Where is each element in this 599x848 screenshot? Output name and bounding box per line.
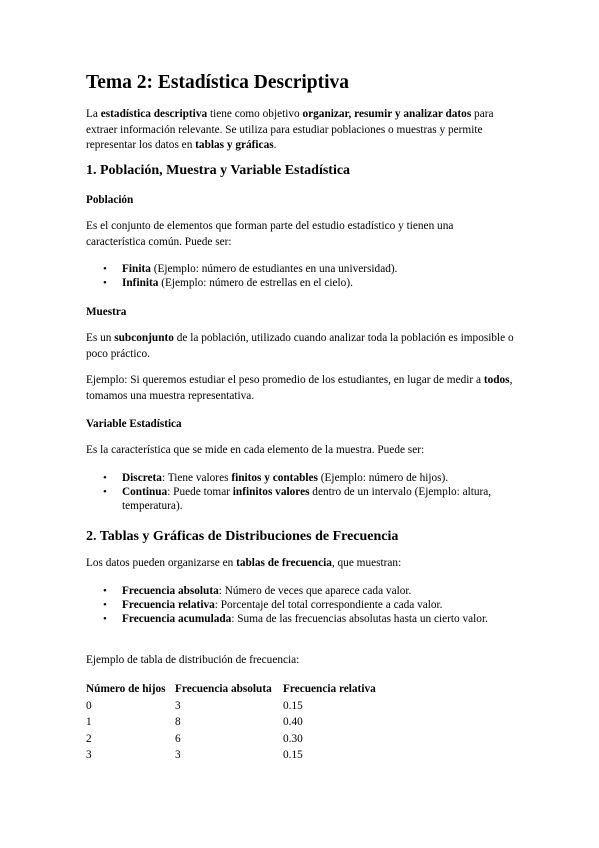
table-intro: Ejemplo de tabla de distribución de frecuencia:: [86, 654, 300, 666]
list-item: • Frecuencia acumulada: Suma de las frecuencias absolutas hasta un cierto valor.: [86, 613, 516, 627]
table-cell: 1: [86, 716, 92, 728]
section-2-heading: 2. Tablas y Gráficas de Distribuciones de Frecuencia: [86, 529, 399, 544]
table-cell: 0.30: [283, 732, 303, 745]
list-item: • Frecuencia relativa: Porcentaje del total correspondiente a cada valor.: [86, 599, 516, 613]
section-1-heading: 1. Población, Muestra y Variable Estadística: [86, 163, 351, 178]
muestra-heading: Muestra: [86, 306, 127, 318]
table-cell: 3: [86, 749, 92, 761]
table-cell: 0.15: [283, 749, 303, 761]
variable-heading: Variable Estadística: [86, 418, 182, 430]
frecuencia-list: [86, 585, 516, 626]
muestra-example-paragraph: Ejemplo: Si queremos estudiar el peso promedio de los estudiantes, en lugar de medir a todos, tomamos una muestra representativa.: [86, 374, 513, 402]
table-cell: 8: [175, 716, 181, 728]
table-cell: 0: [86, 699, 92, 712]
table-row: [86, 700, 383, 717]
frequency-table: [86, 683, 383, 766]
table-cell: 6: [175, 732, 181, 745]
document-title: Tema 2: Estadística Descriptiva: [86, 72, 350, 93]
muestra-paragraph: Es un subconjunto de la población, utilizado cuando analizar toda la población es imposible o poco práctico.: [86, 332, 514, 360]
table-cell: 0.15: [283, 699, 303, 712]
poblacion-paragraph: Es el conjunto de elementos que forman parte del estudio estadístico y tienen una característica común. Puede ser:: [86, 220, 454, 248]
table-row: [86, 716, 383, 733]
list-item: • Finita (Ejemplo: número de estudiantes en una universidad).: [86, 263, 516, 277]
table-cell: 3: [175, 749, 181, 761]
list-item: • Discreta: Tiene valores finitos y contables (Ejemplo: número de hijos).: [86, 472, 516, 486]
list-item: • Continua: Puede tomar infinitos valores dentro de un intervalo (Ejemplo: altura, temperatura).: [86, 486, 516, 514]
table-cell: 2: [86, 732, 92, 745]
variable-paragraph: Es la característica que se mide en cada elemento de la muestra. Puede ser:: [86, 444, 425, 456]
column-header: Frecuencia relativa: [283, 683, 376, 695]
table-header-row: [86, 683, 383, 700]
table-cell: 0.40: [283, 716, 303, 728]
list-item: • Frecuencia absoluta: Número de veces que aparece cada valor.: [86, 585, 516, 599]
intro-paragraph: La estadística descriptiva tiene como objetivo organizar, resumir y analizar datos para extraer información relevante. Se utiliza para estudiar poblaciones o muestras y permite representar los datos en tablas y gráficas.: [86, 108, 494, 151]
table-row: [86, 749, 383, 766]
table-cell: 3: [175, 699, 181, 712]
poblacion-heading: Población: [86, 194, 134, 206]
column-header: Frecuencia absoluta: [175, 683, 272, 695]
poblacion-list: [86, 263, 516, 291]
table-row: [86, 733, 383, 750]
list-item: • Infinita (Ejemplo: número de estrellas en el cielo).: [86, 277, 516, 291]
variable-list: [86, 472, 516, 513]
column-header: Número de hijos: [86, 683, 166, 695]
section-2-paragraph: Los datos pueden organizarse en tablas de frecuencia, que muestran:: [86, 557, 402, 569]
